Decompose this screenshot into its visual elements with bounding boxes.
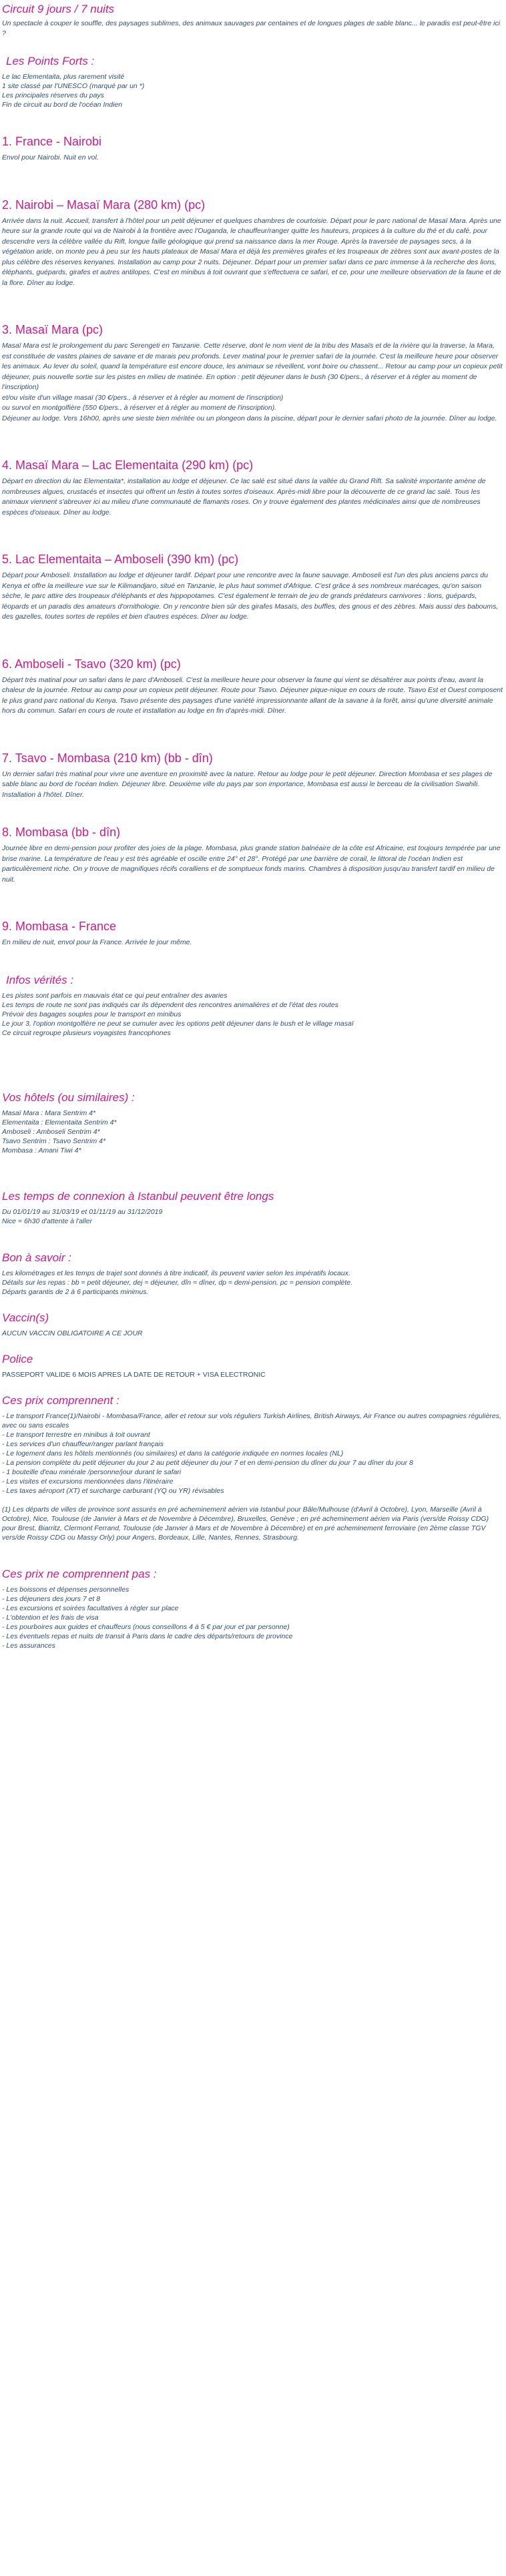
list-item: - La pension complète du petit déjeuner du jour 2 au petit déjeuner du jour 7 et en demi-pension du dîner du jour 7 au dîner du jour 8 [2,1458,413,1467]
non-compris-section [2,1568,504,1650]
list-item: - Les boissons et dépenses personnelles [2,1585,130,1594]
day-text: Départ très matinal pour un safari dans le parc d'Amboseli. C'est la meilleure heure pour observer la faune qui vient se désaltérer aux points d'eau, avant la chaleur de la journée. Retour au camp pour un copieux petit déjeuner. Route pour Tsavo. Déjeuner pique-nique en cours de route. Tsavo Est et Ouest composent le plus grand parc national du Kenya. Tsavo présente des paysages d'une variété impressionnante allant de la savane à la forêt, ainsi qu'une diversité animale hors du commun. Safari en cours de route et installation au lodge en fin d'après-midi. Dîner. [2,675,503,715]
vaccins-text: AUCUN VACCIN OBLIGATOIRE A CE JOUR [2,1329,143,1337]
hotels-heading: Vos hôtels (ou similaires) : [2,1090,135,1104]
list-item: Les kilométrages et les temps de trajet sont donnés à titre indicatif, ils peuvent varier selon les impératifs locaux. [2,1269,350,1277]
list-item: - Le transport terrestre en minibus à toit ouvrant [2,1430,150,1439]
infos-section [2,974,504,1038]
day-text: Départ pour Amboseli. Installation au lodge et déjeuner tardif. Départ pour une rencontre avec la faune sauvage. Amboseli est l'un des plus anciens parcs du Kenya et offre la meilleure vue sur le Kilimandjaro, situé en Tanzanie, le plus haut sommet d'Afrique. C'est grâce à ses nombreux marécages, qu'on saison sèche, le parc attire des troupeaux d'éléphants et des hippopotames. C'est également le terrain de jeu de grands prédateurs carnivores : lions, guépards, léopards et un paradis des amateurs d'ornithologie. On y rencontre bien sûr des girafes Masaïs, des buffles, des gnous et des zèbres. Mais aussi des baboums, des gazelles, toutes sortes de reptiles et bien d'autres espèces. Dîner au lodge. [2,571,499,621]
bon-a-savoir-heading: Bon à savoir : [2,1251,71,1264]
list-item: - L'obtention et les frais de visa [2,1613,99,1622]
hotels-section [2,1091,504,1155]
police-text: PASSEPORT VALIDE 6 MOIS APRES LA DATE DE RETOUR + VISA ELECTRONIC [2,1370,266,1379]
connexion-section [2,1190,504,1226]
infos-heading: Infos vérités : [6,973,74,986]
day-text: En milieu de nuit, envol pour la France. Arrivée le jour même. [2,938,192,946]
day-3 [2,323,504,424]
list-item: - Le logement dans les hôtels mentionnés (ou similaires) et dans la catégorie indiquée en normes locales (NL) [2,1449,344,1458]
list-item: 1 site classé par l'UNESCO (marqué par un *) [2,82,145,90]
intro-text: Un spectacle à couper le souffle, des paysages sublimes, des animaux sauvages par centaines et de longues plages de sable blanc... le paradis est peut-être ici ? [2,19,500,37]
day-heading: 8. Mombasa (bb - dîn) [2,826,121,839]
list-item: - 1 bouteille d'eau minérale /personne/jour durant le safari [2,1468,182,1476]
list-item: Départs garantis de 2 à 6 participants minimus. [2,1287,149,1296]
list-item: - Les visites et excursions mentionnées dans l'itinéraire [2,1477,174,1486]
list-item: Le lac Elementaita, plus rarement visité [2,73,125,81]
list-item: Prévoir des bagages souples pour le transport en minibus [2,1010,182,1018]
non-compris-heading: Ces prix ne comprennent pas : [2,1567,157,1580]
day-8 [2,826,504,885]
vaccins-heading: Vaccin(s) [2,1311,49,1324]
list-item: - Les assurances [2,1641,55,1650]
list-item: - Le transport France(1)/Nairobi - Mombasa/France, aller et retour sur vols réguliers Turkish Airlines, British Airways, Air France ou autres compagnies régulières, avec ou sans escales [2,1411,501,1429]
day-text: Un dernier safari très matinal pour vivre une aventure en proximité avec la nature. Retour au lodge pour le petit déjeuner. Direction Mombasa et ses plages de sable blanc au bord de l'océan Indien. Déjeuner libre. Deuxième ville du pays par son importance, Mombasa est aussi le berceau de la civilisation Swahili. Installation à l'hôtel. Dîner. [2,769,493,799]
compris-section [2,1394,504,1542]
list-item: Masaï Mara : Mara Sentrim 4* [2,1108,96,1117]
police-heading: Police [2,1352,33,1365]
page [0,3,506,1664]
compris-heading: Ces prix comprennent : [2,1393,119,1407]
list-item: - Les éventuels repas et nuits de transit à Paris dans le cadre des départs/retours de province [2,1632,293,1640]
list-item: Mombasa : Amani Tiwi 4* [2,1146,81,1155]
bon-a-savoir-section [2,1251,504,1297]
day-text: Journée libre en demi-pension pour profiter des joies de la plage. Mombasa, plus grande station balnéaire de la côte est Africaine, est toujours tempérée par une brise marine. La température de l'eau y est très agréable et oscille entre 24° et 28°. Protégé par une barrière de corail, le littoral de l'océan Indien est particulièrement riche. On y trouve de magnifiques récifs coralliens et de somptueux fonds marins. Chambres à disposition jusqu'au transfert tardif en milieu de nuit. [2,844,501,884]
list-item: Du 01/01/19 au 31/03/19 et 01/11/19 au 31/12/2019 [2,1207,163,1216]
day-text-extra: Déjeuner au lodge. Vers 16h00, après une sieste bien méritée ou un plongeon dans la piscine, départ pour le dernier safari photo de la journée. Dîner au lodge. [2,414,497,422]
points-forts-list [2,72,504,109]
police-section [2,1353,504,1379]
day-4 [2,458,504,518]
vaccins-section [2,1311,504,1338]
list-item: Le jour 3, l'option montgolfière ne peut se cumuler avec les options petit déjeuner dans le bush et le village masaï [2,1019,354,1028]
list-item [2,1496,504,1505]
list-item: - Les excursions et soirées facultatives à régler sur place [2,1604,179,1612]
day-text: Masaï Mara est le prolongement du parc Serengeti en Tanzanie. Cette réserve, dont le nom vient de la tribu des Masaïs et de la rivière qui la traverse, la Mara, est constituée de vastes plaines de savane et de marais peu profonds. Lever matinal pour le premier safari de la journée. C'est la meilleure heure pour observer les animaux. Au lever du soleil, quand la température est encore douce, les animaux se réveillent, vont boire ou chassent... Retour au camp pour un copieux petit déjeuner, puis nouvelle sortie sur les pistes en milieu de matinée. En option : petit déjeuner dans le bush (30 €/pers., à réserver et à régler au moment de l'inscription) [2,342,503,391]
list-item: - Les services d'un chauffeur/ranger parlant français [2,1439,164,1448]
points-forts-heading: Les Points Forts : [6,55,95,67]
hotels-list [2,1108,504,1155]
connexion-list [2,1207,504,1226]
day-5 [2,553,504,623]
day-9 [2,920,504,948]
day-heading: 7. Tsavo - Mombasa (210 km) (bb - dîn) [2,751,213,765]
day-text-extra: ou survol en montgolfière (550 €/pers., à réserver et à régler au moment de l'inscription). [2,404,277,412]
list-item: Elementaita : Elementaita Sentrim 4* [2,1118,117,1126]
list-item: - Les pourboires aux guides et chauffeurs (nous conseillons 4 à 5 € par jour et par personne) [2,1622,290,1631]
list-item: Tsavo Sentrim : Tsavo Sentrim 4* [2,1137,106,1145]
day-heading: 9. Mombasa - France [2,920,117,933]
list-item: Fin de circuit au bord de l'océan Indien [2,101,123,109]
list-item: - Les déjeuners des jours 7 et 8 [2,1594,101,1603]
day-text-extra: et/ou visite d'un village masaï (30 €/pers., à réserver et à régler au moment de l'inscription) [2,393,284,402]
day-heading: 6. Amboseli - Tsavo (320 km) (pc) [2,657,181,671]
list-item: Amboseli : Amboseli Sentrim 4* [2,1127,100,1136]
non-compris-list [2,1585,504,1650]
list-item: Les principales réserves du pays [2,91,104,99]
bon-a-savoir-list [2,1269,504,1297]
list-item: Les pistes sont parfois en mauvais état ce qui peut entraîner des avaries [2,991,228,1000]
day-text: Arrivée dans la nuit. Accueil, transfert à l'hôtel pour un petit déjeuner et quelques chambres de courtoisie. Départ pour le parc national de Masaï Mara. Après une heure sur la grande route qui va de Nairobi à la frontière avec l'Ouganda, le chauffeur/ranger quitte les hauteurs, propices à la culture du thé et du café, pour descendre vers la célèbre vallée du Rift, longue faille géologique qui prend sa naissance dans la mer Rouge. Après la traversée de paysages secs, à la végétation aride, on monte peu à peu sur les hauts plateaux de Masaï Mara et déjà les premières girafes et les troupeaux de zèbres sont aux avant-postes de la plus célèbre des réserves kenyanes. Installation au camp pour 2 nuits. Déjeuner. Départ pour un premier safari dans ce parc immense à la recherche des lions, éléphants, guépards, girafes et autres antilopes. C'est en minibus à toit ouvrant que s'effectuera ce safari, et ce, pour une meilleure observation de la faune et de la flore. Dîner au lodge. [2,216,501,287]
list-item: (1) Les départs de villes de province sont assurés en pré acheminement aérien via Istanbul pour Bâle/Mulhouse (d'Avril à Octobre), Lyon, Marseille (Avril à Octobre), Nice, Toulouse (de Janvier à Mars et de Novembre à Décembre), Bruxelles, Genève ; en pré acheminement aérien via Paris (vers/de Roissy CDG) pour Brest, Biarritz, Clermont Ferrand, Toulouse (de Janvier à Mars et de Novembre à Décembre) et en pré acheminement ferroviaire (en 2ème classe TGV vers/de Roissy CDG ou Massy Orly) pour Angers, Bordeaux, Lille, Nantes, Rennes, Strasbourg. [2,1505,489,1542]
day-heading: 3. Masaï Mara (pc) [2,323,103,336]
connexion-heading: Les temps de connexion à Istanbul peuvent être longs [2,1189,274,1203]
list-item: Ce circuit regroupe plusieurs voyagistes francophones [2,1028,171,1037]
day-text: Envol pour Nairobi. Nuit en vol. [2,153,99,162]
day-1 [2,135,504,164]
day-text: Départ en direction du lac Elementaita*, installation au lodge et déjeuner. Ce lac salé est situé dans la vallée du Grand Rift. Sa salinité importante amène de nombreuses algues, crustacés et insectes qui offrent un festin à toutes sortes d'oiseaux. Après-midi libre pour la découverte de ce grand lac salé. Tous les animaux viennent s'abreuver ici au milieu d'une communauté de flamants roses. On y trouve également des plantes médicinales ainsi que de nombreuses espèces d'oiseaux. Dîner au lodge. [2,477,486,517]
day-heading: 5. Lac Elementaita – Amboseli (390 km) (pc) [2,553,239,566]
page-title: Circuit 9 jours / 7 nuits [2,3,115,15]
compris-list [2,1411,504,1542]
day-heading: 2. Nairobi – Masaï Mara (280 km) (pc) [2,198,206,212]
list-item: Les temps de route ne sont pas indiqués car ils dépendent des rencontres animalières et de l'état des routes [2,1000,338,1009]
list-item: Détails sur les repas : bb = petit déjeuner, dej = déjeuner, dîn = dîner, dp = demi-pension, pc = pension complète. [2,1278,353,1287]
day-heading: 4. Masaï Mara – Lac Elementaita (290 km) (pc) [2,458,254,472]
day-7 [2,751,504,801]
day-6 [2,657,504,717]
infos-list [2,991,504,1038]
list-item: Nice = 6h30 d'attente à l'aller [2,1217,93,1225]
day-2 [2,198,504,289]
list-item: - Les taxes aéroport (XT) et surcharge carburant (YQ ou YR) révisables [2,1486,224,1495]
day-heading: 1. France - Nairobi [2,135,102,148]
